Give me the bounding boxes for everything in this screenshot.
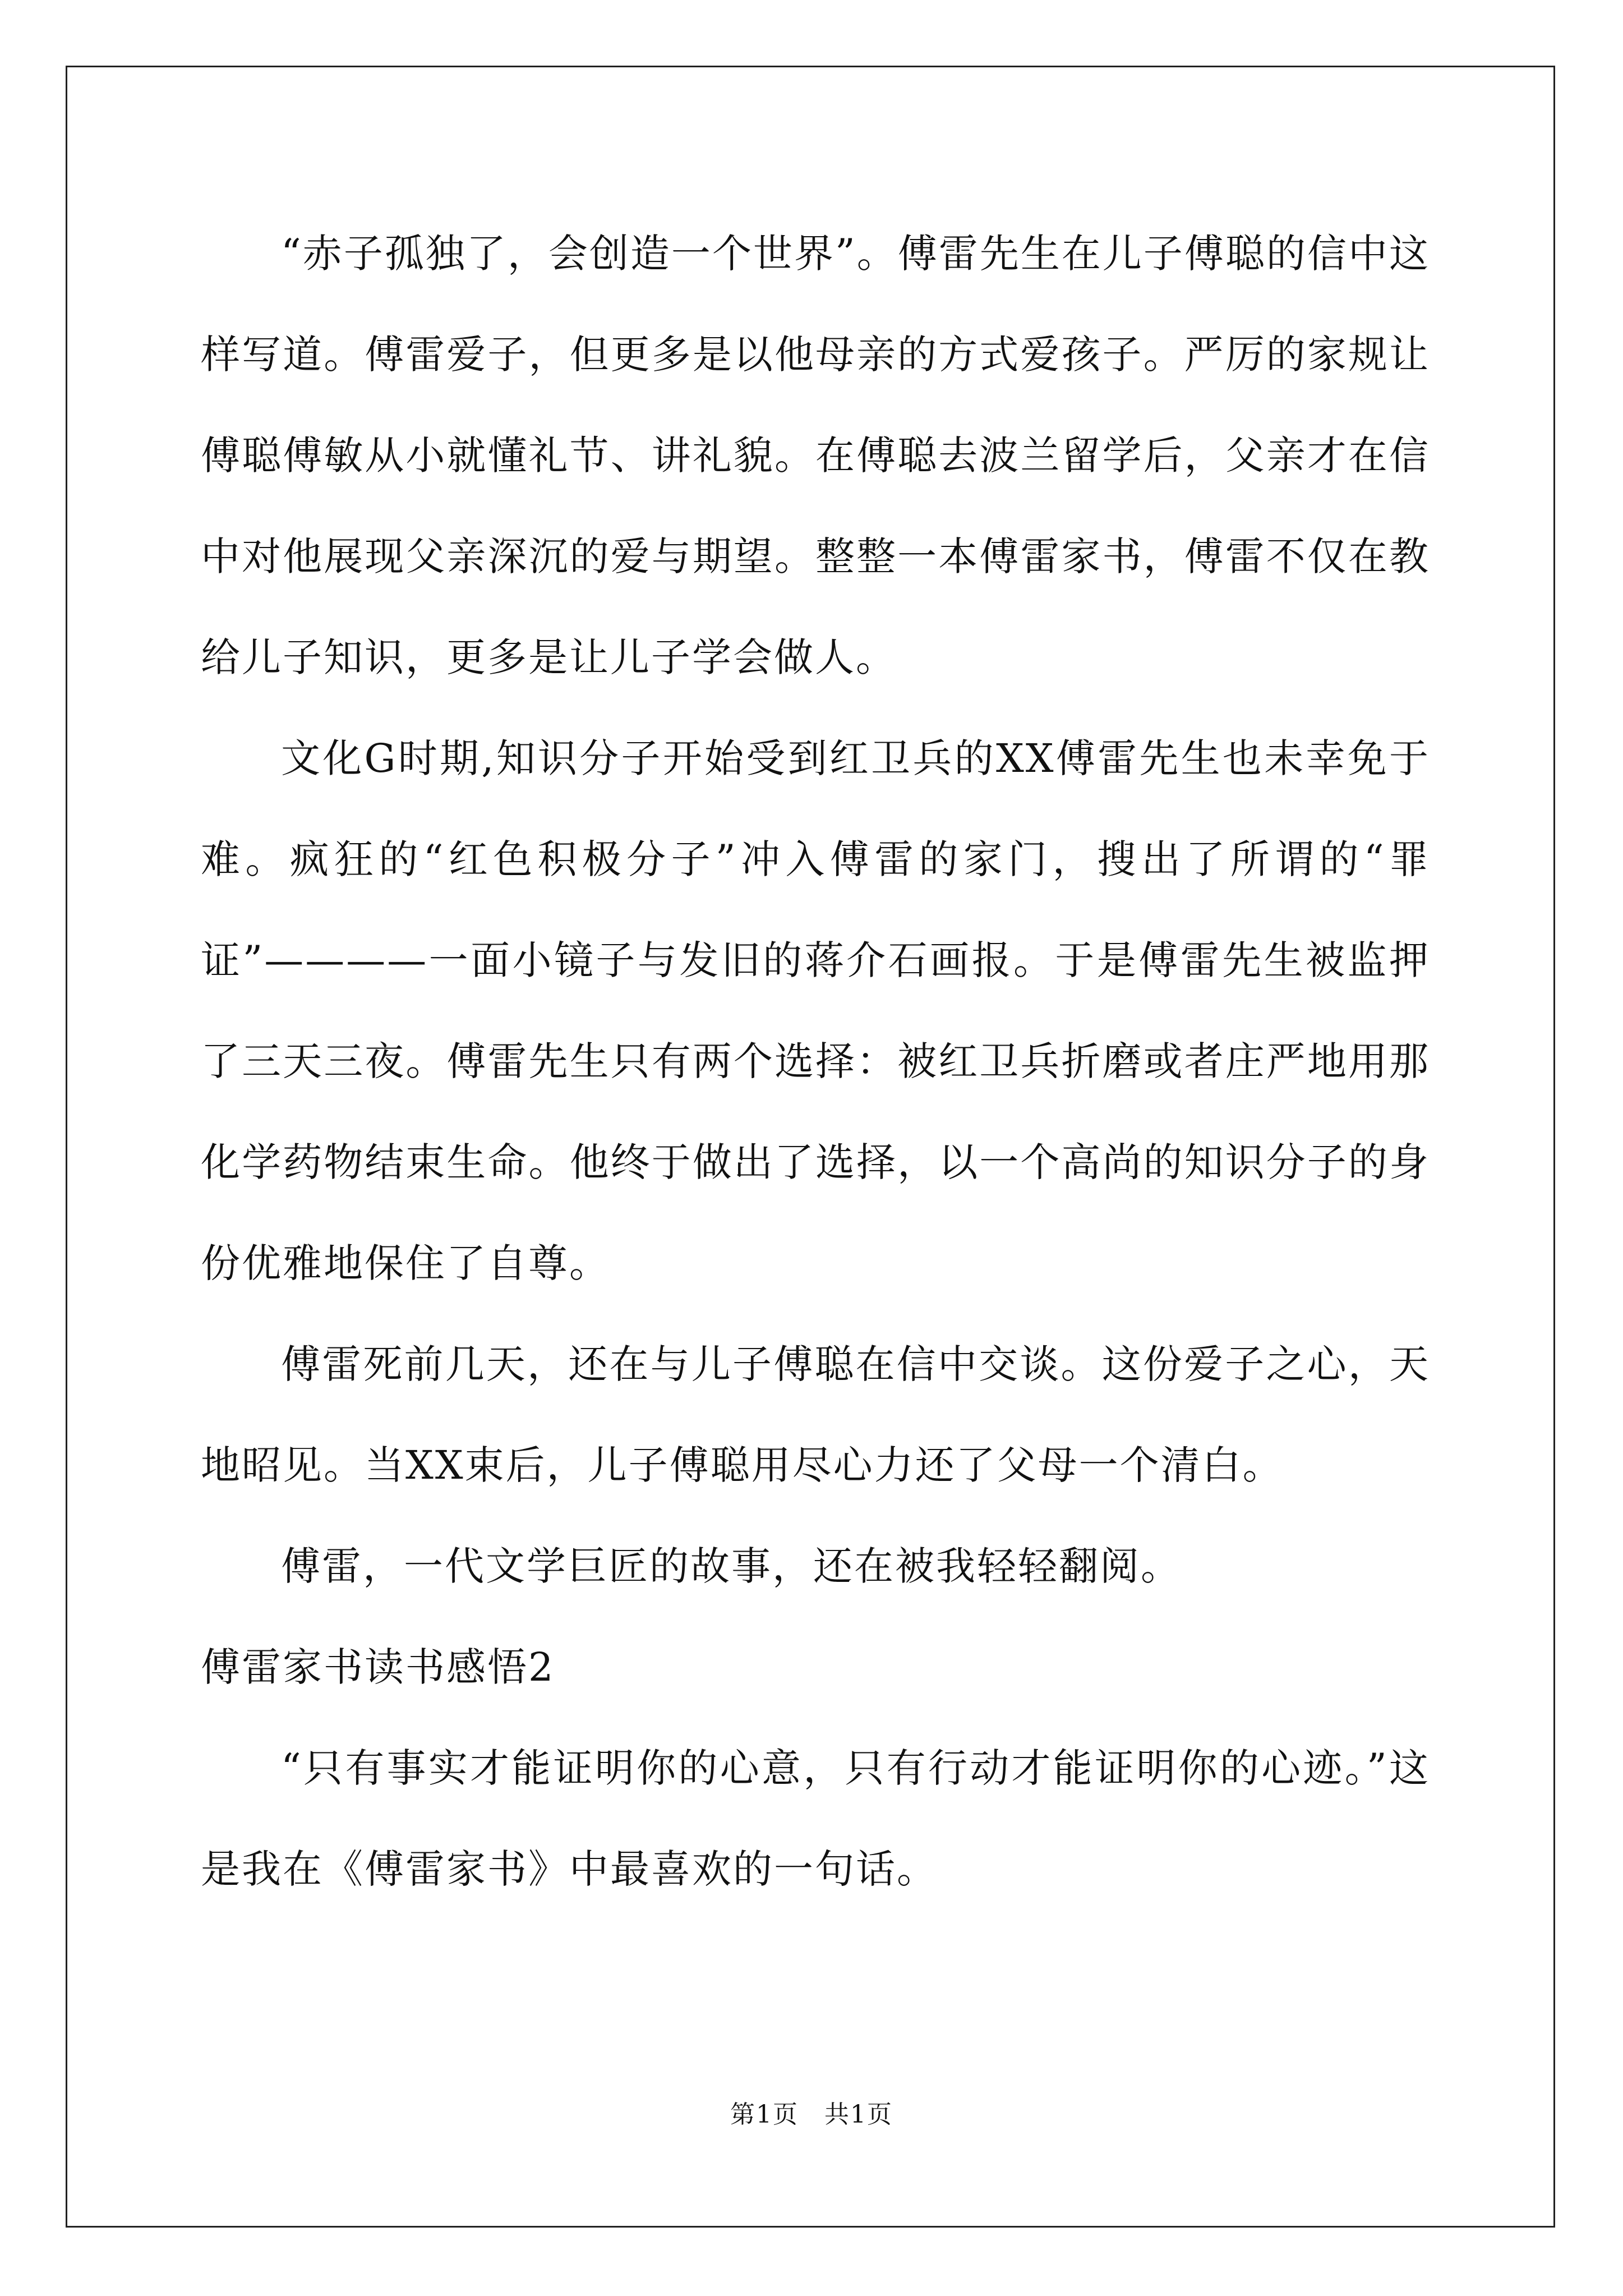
- paragraph-4: 傅雷，一代文学巨匠的故事，还在被我轻轻翻阅。: [281, 1543, 1182, 1589]
- paragraph-3: 傅雷死前几天，还在与儿子傅聪在信中交谈。这份爱子之心，天地昭见。当XX束后，儿子傅聪用尽心力还了父母一个清白。: [201, 1341, 1430, 1488]
- section-heading: 傅雷家书读书感悟2: [201, 1644, 555, 1690]
- page-footer: 第1页 共1页: [730, 2100, 893, 2129]
- paragraph-1: “赤子孤独了，会创造一个世界”。傅雷先生在儿子傅聪的信中这样写道。傅雷爱子，但更多是以他母亲的方式爱孩子。严厉的家规让傅聪傅敏从小就懂礼节、讲礼貌。在傅聪去波兰留学后，父亲才在信中对他展现父亲深沉的爱与期望。整整一本傅雷家书，傅雷不仅在教给儿子知识，更多是让儿子学会做人。: [201, 231, 1430, 680]
- paragraph-2: 文化G时期,知识分子开始受到红卫兵的XX傅雷先生也未幸免于难。疯狂的“红色积极分子”冲入傅雷的家门，搜出了所谓的“罪证”————一面小镜子与发旧的蒋介石画报。于是傅雷先生被监押了三天三夜。傅雷先生只有两个选择：被红卫兵折磨或者庄严地用那化学药物结束生命。他终于做出了选择，以一个高尚的知识分子的身份优雅地保住了自尊。: [201, 735, 1430, 1286]
- section-paragraph-1: “只有事实才能证明你的心意，只有行动才能证明你的心迹。”这是我在《傅雷家书》中最喜欢的一句话。: [201, 1745, 1430, 1892]
- document-body: [201, 203, 1430, 1920]
